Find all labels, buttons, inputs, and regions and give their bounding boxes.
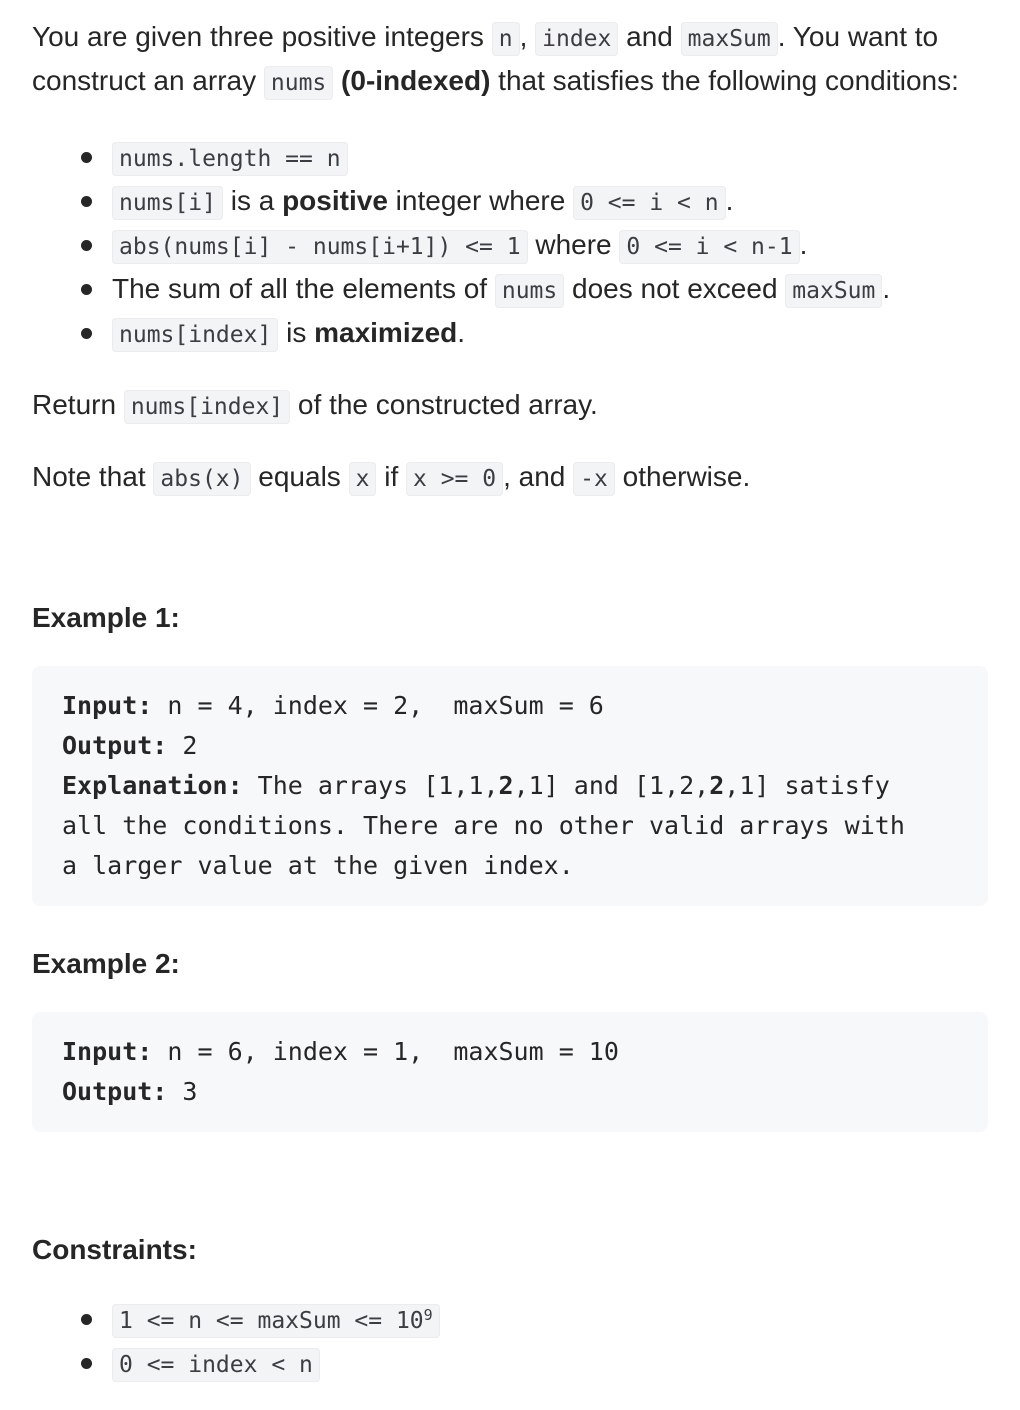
condition-item	[32, 268, 988, 312]
output-label: Output:	[62, 731, 168, 760]
explanation-label: Explanation:	[62, 771, 243, 800]
condition-text: is a	[222, 185, 283, 216]
constraint-text: 1 <= n <= maxSum <= 10	[119, 1308, 424, 1334]
note-text: otherwise.	[614, 461, 751, 492]
condition-text: .	[725, 185, 734, 216]
example-1-block	[32, 666, 988, 906]
note-text: if	[376, 461, 406, 492]
condition-item	[32, 180, 988, 224]
condition-code: nums[i]	[112, 186, 223, 220]
note-text: Note that	[32, 461, 154, 492]
note-code: x >= 0	[406, 462, 503, 496]
condition-text: .	[457, 317, 466, 348]
note-code: x	[349, 462, 377, 496]
input-label: Input:	[62, 1037, 153, 1066]
intro-text: and	[618, 21, 681, 52]
input-value: n = 6, index = 1, maxSum = 10	[152, 1037, 619, 1066]
code-maxsum: maxSum	[681, 22, 778, 56]
explanation-text: a larger value at the given index.	[62, 851, 574, 880]
condition-bold: maximized	[314, 317, 458, 348]
bold-indexed: (0-indexed)	[341, 65, 491, 96]
output-value: 2	[167, 731, 198, 760]
constraint-code: 0 <= index < n	[112, 1348, 320, 1382]
condition-code: nums	[495, 274, 564, 308]
intro-text: that satisfies the following conditions:	[490, 65, 959, 96]
intro-text: You are given three positive integers	[32, 21, 492, 52]
output-label: Output:	[62, 1077, 168, 1106]
return-text: Return	[32, 389, 124, 420]
return-code: nums[index]	[124, 390, 290, 424]
explanation-bold: 2	[709, 771, 725, 800]
note-code: -x	[573, 462, 615, 496]
condition-code: abs(nums[i] - nums[i+1]) <= 1	[112, 230, 528, 264]
explanation-bold: 2	[498, 771, 514, 800]
example-2-title: Example 2:	[32, 948, 180, 979]
condition-code: 0 <= i < n	[573, 186, 725, 220]
condition-item	[32, 312, 988, 356]
condition-text: is	[278, 317, 315, 348]
note-text: equals	[250, 461, 349, 492]
constraint-item	[32, 1342, 988, 1386]
return-text: of the constructed array.	[290, 389, 598, 420]
code-index: index	[535, 22, 618, 56]
explanation-text: ,1] satisfy	[724, 771, 890, 800]
note-text: , and	[503, 461, 574, 492]
input-label: Input:	[62, 691, 153, 720]
note-paragraph	[32, 456, 988, 500]
condition-text: .	[799, 229, 808, 260]
code-n: n	[492, 22, 520, 56]
intro-text: . You want to construct an array	[32, 21, 939, 96]
example-1-title: Example 1:	[32, 602, 180, 633]
condition-code: nums[index]	[112, 318, 278, 352]
explanation-text: The arrays [1,1,	[242, 771, 499, 800]
constraint-exponent: 9	[423, 1306, 433, 1324]
condition-item	[32, 224, 988, 268]
constraints-list	[32, 1298, 988, 1386]
intro-text: ,	[519, 21, 536, 52]
example-2-block	[32, 1012, 988, 1132]
condition-bold: positive	[282, 185, 388, 216]
condition-item	[32, 136, 988, 180]
condition-code: nums.length == n	[112, 142, 348, 176]
output-value: 3	[167, 1077, 198, 1106]
condition-code: 0 <= i < n-1	[619, 230, 799, 264]
conditions-list	[32, 136, 988, 356]
explanation-text: all the conditions. There are no other valid arrays with	[62, 811, 905, 840]
condition-text: The sum of all the elements of	[112, 273, 495, 304]
return-paragraph	[32, 384, 988, 428]
condition-text: integer where	[387, 185, 574, 216]
condition-text: does not exceed	[564, 273, 786, 304]
intro-paragraph	[32, 16, 988, 104]
code-nums: nums	[264, 66, 333, 100]
explanation-text: ,1] and [1,2,	[513, 771, 710, 800]
condition-text: where	[527, 229, 620, 260]
constraints-title: Constraints:	[32, 1234, 197, 1265]
condition-text: .	[882, 273, 891, 304]
input-value: n = 4, index = 2, maxSum = 6	[152, 691, 604, 720]
constraint-code	[112, 1304, 440, 1338]
constraint-item	[32, 1298, 988, 1342]
condition-code: maxSum	[785, 274, 882, 308]
note-code: abs(x)	[153, 462, 250, 496]
